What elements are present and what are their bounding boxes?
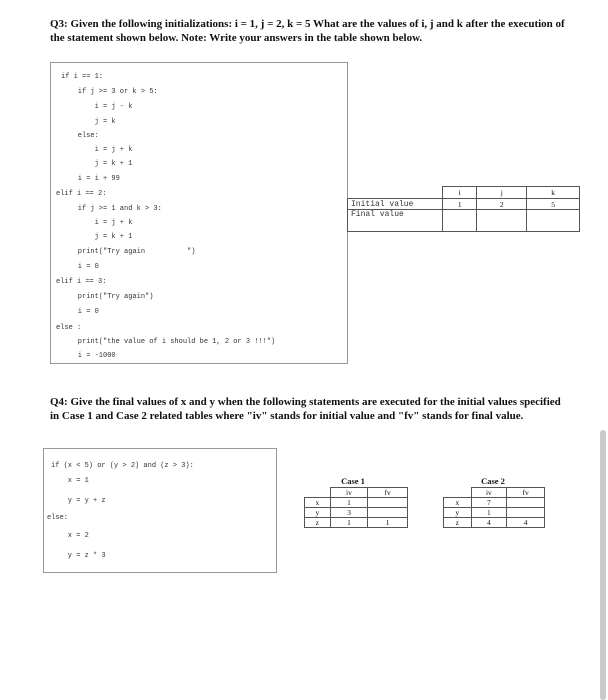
cell-final-i[interactable] xyxy=(443,210,477,232)
q3-code-line: print("Try again") xyxy=(61,293,154,301)
case2-col-fv: fv xyxy=(507,488,545,498)
case1-iv: 1 xyxy=(330,498,368,508)
case1-var: x xyxy=(305,498,331,508)
case2-fv[interactable] xyxy=(507,498,545,508)
q3-code-line: i = 0 xyxy=(61,308,99,316)
q4-code-line: y = y + z xyxy=(51,497,106,505)
case1-iv: 1 xyxy=(330,518,368,528)
table-row xyxy=(348,187,580,199)
q3-code-line: if i == 1: xyxy=(61,73,104,81)
case2-fv[interactable]: 4 xyxy=(507,518,545,528)
q3-code-line: i = i + 99 xyxy=(61,175,120,183)
q3-code-line: else : xyxy=(56,324,82,332)
q3-code-line: j = k + 1 xyxy=(61,160,133,168)
case2-title: Case 2 xyxy=(481,476,505,486)
table-row xyxy=(444,508,545,518)
q3-code-line: if j >= 1 and k > 3: xyxy=(61,205,162,213)
q4-question xyxy=(50,396,570,423)
case1-col-fv: fv xyxy=(368,488,408,498)
header-k: k xyxy=(527,187,580,199)
q4-code-line: if (x < 5) or (y > 2) and (z > 3): xyxy=(51,462,194,470)
case2-var: z xyxy=(444,518,472,528)
q3-code-line: if j >= 3 or k > 5: xyxy=(61,88,158,96)
case1-var: y xyxy=(305,508,331,518)
q3-code-box xyxy=(50,62,348,364)
table-row xyxy=(348,199,580,210)
q3-code-line: print("the value of i should be 1, 2 or 3 !!!") xyxy=(61,338,276,346)
case2-fv[interactable] xyxy=(507,508,545,518)
q3-code-line: i = j - k xyxy=(61,103,133,111)
q4-code-line: y = z * 3 xyxy=(51,552,106,560)
q4-code-line: x = 1 xyxy=(51,477,89,485)
table-row xyxy=(305,498,408,508)
q3-code-line: i = 0 xyxy=(61,263,99,271)
q3-code-line: i = j + k xyxy=(61,146,133,154)
row-label-final: Final value xyxy=(348,210,443,232)
case1-fv[interactable]: 1 xyxy=(368,518,408,528)
case2-col-iv: iv xyxy=(471,488,507,498)
table-row xyxy=(305,488,408,498)
table-row xyxy=(444,488,545,498)
q3-code-line: i = -1000 xyxy=(61,352,116,360)
header-i: i xyxy=(443,187,477,199)
case1-col-iv: iv xyxy=(330,488,368,498)
cell-final-j[interactable] xyxy=(477,210,527,232)
case1-title: Case 1 xyxy=(341,476,365,486)
cell-initial-i: 1 xyxy=(443,199,477,210)
case2-table xyxy=(443,487,545,528)
q3-question xyxy=(50,18,570,45)
case1-fv[interactable] xyxy=(368,508,408,518)
table-row xyxy=(305,508,408,518)
case1-fv[interactable] xyxy=(368,498,408,508)
q4-code-line: x = 2 xyxy=(51,532,89,540)
case2-iv: 1 xyxy=(471,508,507,518)
table-row xyxy=(305,518,408,528)
cell-initial-j: 2 xyxy=(477,199,527,210)
q3-code-line: i = j + k xyxy=(61,219,133,227)
table-row xyxy=(444,498,545,508)
cell-final-k[interactable] xyxy=(527,210,580,232)
q3-question-text: Q3: Given the following initializations: i = 1, j = 2, k = 5 What are the values of i, j and k after the execution of the statement shown below. Note: Write your answers in the table shown below. xyxy=(50,18,568,44)
q3-answer-table xyxy=(347,186,580,232)
q4-code-box xyxy=(43,448,277,573)
header-j: j xyxy=(477,187,527,199)
q3-code-line: elif i == 2: xyxy=(56,190,107,198)
q3-code-line: else: xyxy=(61,132,99,140)
q3-code-line: j = k xyxy=(61,118,116,126)
q4-question-text: Q4: Give the final values of x and y when the following statements are executed for the initial values specified in Case 1 and Case 2 related tables where "iv" stands for initial value and "fv" stands for final value. xyxy=(50,396,564,422)
table-row xyxy=(444,518,545,528)
row-label-initial: Initial value xyxy=(348,199,443,210)
scrollbar-thumb[interactable] xyxy=(600,430,606,700)
q3-code-line: elif i == 3: xyxy=(56,278,107,286)
case2-var: y xyxy=(444,508,472,518)
q4-code-line: else: xyxy=(47,514,69,522)
case1-table xyxy=(304,487,408,528)
case1-var: z xyxy=(305,518,331,528)
case1-iv: 3 xyxy=(330,508,368,518)
case2-iv: 7 xyxy=(471,498,507,508)
q3-code-line: j = k + 1 xyxy=(61,233,133,241)
cell-initial-k: 5 xyxy=(527,199,580,210)
case2-var: x xyxy=(444,498,472,508)
case2-iv: 4 xyxy=(471,518,507,528)
table-row xyxy=(348,210,580,232)
q3-code-line: print("Try again ") xyxy=(61,248,196,256)
